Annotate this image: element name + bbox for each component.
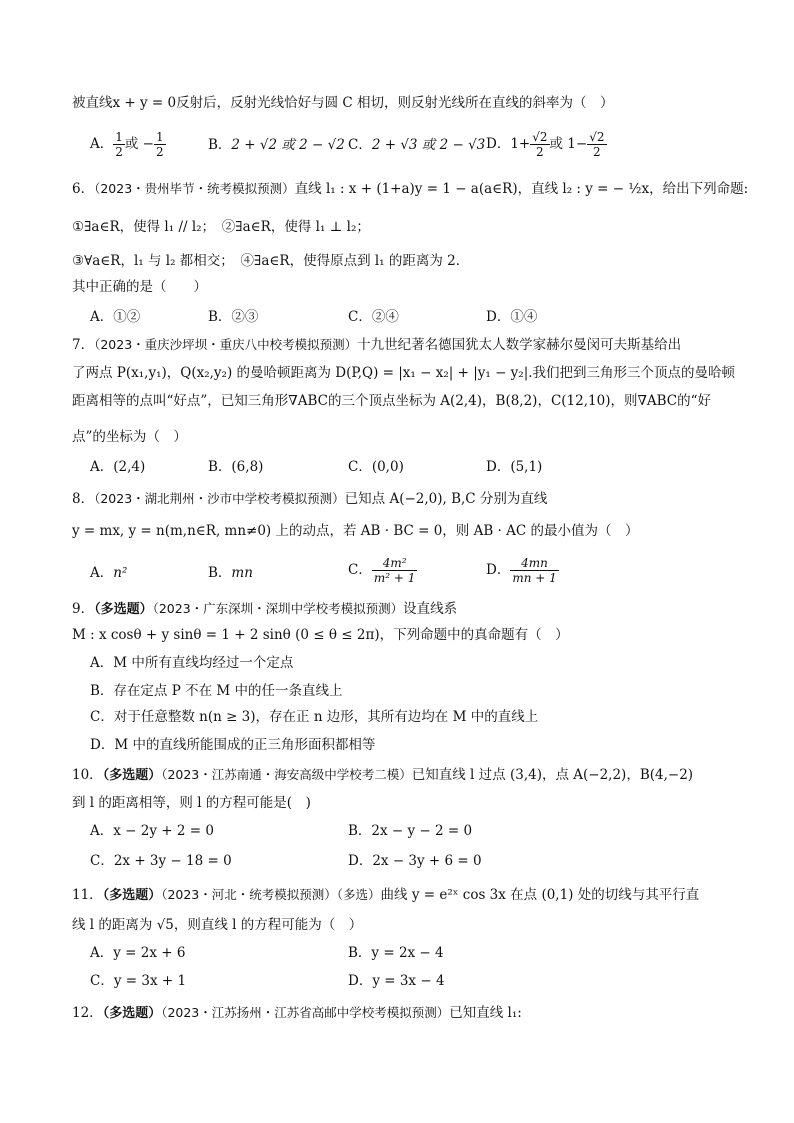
q6-option-b: B．②③ — [208, 309, 259, 325]
q6-option-c: C．②④ — [348, 309, 399, 325]
q5-stem-tail: 被直线x + y = 0反射后，反射光线恰好与圆 C 相切，则反射光线所在直线的斜率为（ ） — [72, 95, 614, 111]
q6-option-d: D．①④ — [486, 309, 538, 325]
q7-option-d: D．(5,1) — [486, 459, 543, 475]
q10-option-d: D．2x − 3y + 6 = 0 — [348, 853, 482, 869]
q5-option-d: D．1+ $\frac{√2}{2}$ 或 1− $\frac{√2}{2}$ — [486, 130, 605, 159]
q11-option-a: A．y = 2x + 6 — [90, 945, 186, 961]
q11-stem-1: 11．（多选题）（2023・河北・统考模拟预测）（多选）曲线 y = e²ˣ cos 3x 在点 (0,1) 处的切线与其平行直 — [72, 887, 700, 903]
q12-stem-1: 12．（多选题）（2023・江苏扬州・江苏省高邮中学校考模拟预测）已知直线 l₁: — [72, 1005, 522, 1021]
q8-option-d: D． $\frac{4mn}{mn + 1}$ — [486, 556, 557, 585]
q11-stem-2: 线 l 的距离为 √5，则直线 l 的方程可能为（ ） — [72, 917, 363, 933]
q6-option-a: A．①② — [90, 309, 141, 325]
q7-option-b: B．(6,8) — [208, 459, 264, 475]
q8-stem-1: 8．（2023・湖北荆州・沙市中学校考模拟预测）已知点 A(−2,0), B,C 分别为直线 — [72, 491, 548, 507]
q10-stem-2: 到 l 的距离相等，则 l 的方程可能是( ) — [72, 795, 311, 811]
q9-option-d: D．M 中的直线所能围成的正三角形面积都相等 — [90, 737, 376, 753]
q7-option-c: C．(0,0) — [348, 459, 404, 475]
q7-stem-4: 点”的坐标为（ ） — [72, 429, 187, 445]
q6-props-2: ③∀a∈R，l₁ 与 l₂ 都相交； ④∃a∈R，使得原点到 l₁ 的距离为 2． — [72, 253, 470, 269]
q8-option-c: C． $\frac{\text{4m²}}{\text{m² + 1}}$ — [348, 556, 416, 585]
q6-ask: 其中正确的是（ ） — [72, 279, 207, 295]
q10-option-c: C．2x + 3y − 18 = 0 — [90, 853, 232, 869]
q9-option-a: A．M 中所有直线均经过一个定点 — [90, 655, 294, 671]
q6-props-1: ①∃a∈R，使得 l₁ // l₂； ②∃a∈R，使得 l₁ ⊥ l₂； — [72, 219, 370, 235]
q7-option-a: A．(2,4) — [90, 459, 146, 475]
q8-option-b: B．mn — [208, 565, 253, 581]
q11-option-d: D．y = 3x − 4 — [348, 973, 445, 989]
q10-option-b: B．2x − y − 2 = 0 — [348, 823, 473, 839]
q5-option-b: B．2 + √2 或 2 − √2 — [208, 137, 345, 153]
q8-option-a: A．n² — [90, 565, 128, 581]
q10-stem-1: 10．（多选题）（2023・江苏南通・海安高级中学校考二模）已知直线 l 过点 (3,4)，点 A(−2,2)，B(4,−2) — [72, 767, 694, 783]
q9-stem-2: M : x cosθ + y sinθ = 1 + 2 sinθ (0 ≤ θ ≤ 2π)，下列命题中的真命题有（ ） — [72, 627, 569, 643]
q9-option-b: B．存在定点 P 不在 M 中的任一条直线上 — [90, 683, 343, 699]
q5-option-c: C．2 + √3 或 2 − √3 — [348, 137, 486, 153]
q5-option-a: A． $\frac{1}{2}$ 或 − $\frac{1}{2}$ — [90, 130, 164, 159]
q8-stem-2: y = mx, y = n(m,n∈R, mn≠0) 上的动点，若 AB · BC = 0，则 AB · AC 的最小值为（ ） — [72, 523, 639, 539]
q9-stem-1: 9．（多选题）（2023・广东深圳・深圳中学校考模拟预测）设直线系 — [72, 601, 458, 617]
q7-stem-1: 7．（2023・重庆沙坪坝・重庆八中校考模拟预测）十九世纪著名德国犹太人数学家赫尔曼闵可夫斯基给出 — [72, 337, 682, 353]
q6-stem: 6．（2023・贵州毕节・统考模拟预测）直线 l₁ : x + (1+a)y = 1 − a(a∈R)，直线 l₂ : y = − ½x，给出下列命题: — [72, 181, 749, 197]
q9-option-c: C．对于任意整数 n(n ≥ 3)，存在正 n 边形，其所有边均在 M 中的直线上 — [90, 709, 539, 725]
q10-option-a: A．x − 2y + 2 = 0 — [90, 823, 214, 839]
q11-option-c: C．y = 3x + 1 — [90, 973, 187, 989]
q11-option-b: B．y = 2x − 4 — [348, 945, 444, 961]
q7-stem-3: 距离相等的点叫“好点”，已知三角形∇ABC的三个顶点坐标为 A(2,4)，B(8,2)，C(12,10)，则∇ABC的“好 — [72, 393, 712, 409]
q7-stem-2: 了两点 P(x₁,y₁)，Q(x₂,y₂) 的曼哈顿距离为 D(P,Q) = |x₁ − x₂| + |y₁ − y₂|.我们把到三角形三个顶点的曼哈顿 — [72, 365, 736, 381]
